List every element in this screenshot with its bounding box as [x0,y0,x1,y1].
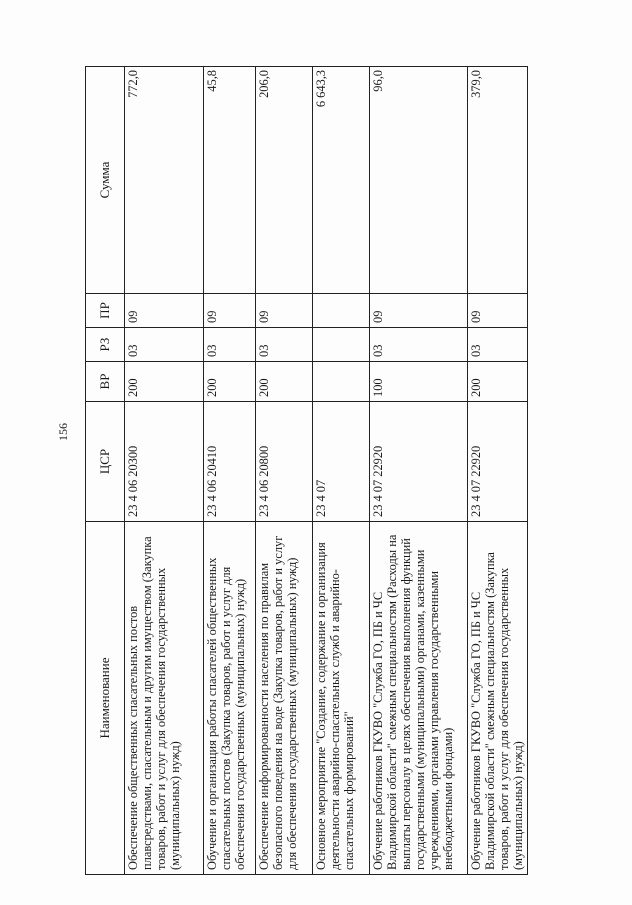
cell-name: Обучение и организация работы спасателей общественных спасательных постов (Закупка товаров, работ и услуг для обеспечения государственных (муниципальных) нужд) [204,522,256,875]
cell-pr: 09 [125,294,204,328]
cell-rz: 03 [468,328,528,362]
cell-csr: 23 4 06 20800 [256,402,313,522]
cell-pr: 09 [468,294,528,328]
cell-csr: 23 4 06 20410 [204,402,256,522]
cell-name: Обеспечение общественных спасательных постов плавсредствами, спасательным и другим имуществом (Закупка товаров, работ и услуг для обеспечения государственных (муниципальных) нужд) [125,522,204,875]
cell-vr: 200 [468,362,528,402]
cell-vr: 200 [256,362,313,402]
cell-sum: 379,0 [468,67,528,294]
cell-sum: 45,8 [204,67,256,294]
cell-name: Обучение работников ГКУВО "Служба ГО, ПБ и ЧС Владимирской области" смежным специальностям (Закупка товаров, работ и услуг для обеспечения государственных (муниципальных) нужд) [468,522,528,875]
cell-sum: 6 643,3 [313,67,370,294]
header-sum: Сумма [86,67,125,294]
header-rz: РЗ [86,328,125,362]
table-row [468,67,528,875]
cell-csr: 23 4 06 20300 [125,402,204,522]
cell-sum: 206,0 [256,67,313,294]
cell-pr: 09 [204,294,256,328]
cell-csr: 23 4 07 22920 [370,402,468,522]
cell-vr: 200 [204,362,256,402]
table-row [256,67,313,875]
cell-pr: 09 [370,294,468,328]
header-vr: ВР [86,362,125,402]
cell-rz: 03 [256,328,313,362]
cell-sum: 96,0 [370,67,468,294]
cell-rz: 03 [125,328,204,362]
table-row [313,67,370,875]
cell-name: Обучение работников ГКУВО "Служба ГО, ПБ и ЧС Владимирской области" смежным специальностям (Расходы на выплаты персоналу в целях обеспечения выполнения функций государственными (муниципальными) органами, казенными учреждениями, органами управления государственными внебюджетными фондами) [370,522,468,875]
cell-vr: 200 [125,362,204,402]
header-name: Наименование [86,522,125,875]
budget-table-container [85,67,526,875]
budget-table [85,66,528,875]
cell-csr: 23 4 07 [313,402,370,522]
cell-rz: 03 [370,328,468,362]
cell-pr [313,294,370,328]
page-number: 156 [56,423,70,441]
cell-rz: 03 [204,328,256,362]
cell-csr: 23 4 07 22920 [468,402,528,522]
cell-vr [313,362,370,402]
cell-name: Основное мероприятие "Создание, содержание и организация деятельности аварийно-спасательных служб и аварийно-спасательных формирований" [313,522,370,875]
table-row [204,67,256,875]
header-csr: ЦСР [86,402,125,522]
table-row [125,67,204,875]
header-pr: ПР [86,294,125,328]
cell-name: Обеспечение информированности населения по правилам безопасного поведения на воде (Закупка товаров, работ и услуг для обеспечения государственных (муниципальных) нужд) [256,522,313,875]
cell-vr: 100 [370,362,468,402]
cell-rz [313,328,370,362]
cell-pr: 09 [256,294,313,328]
cell-sum: 772,0 [125,67,204,294]
table-row [370,67,468,875]
table-header-row [86,67,125,875]
